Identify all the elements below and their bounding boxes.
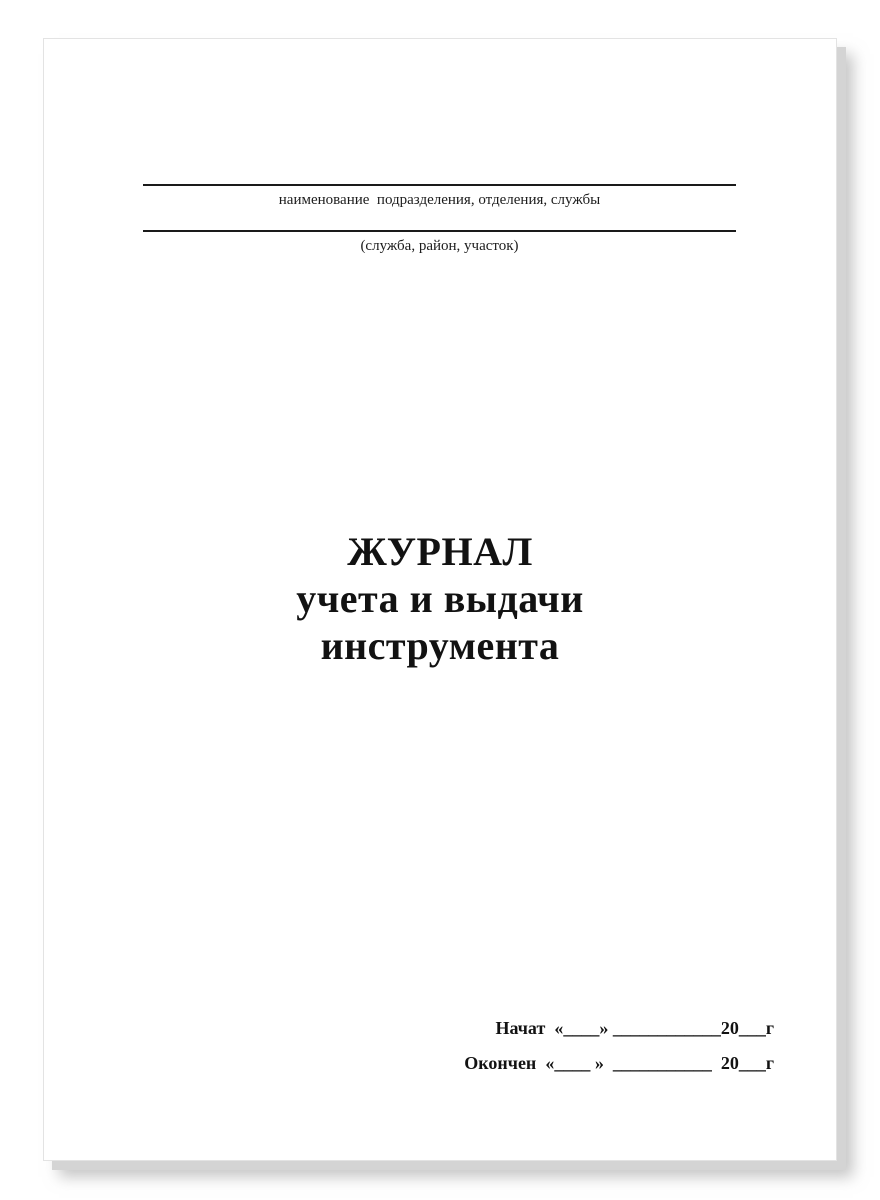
title-line-3: инструмента: [320, 623, 560, 668]
title-line-2: учета и выдачи: [296, 576, 584, 621]
started-date-blank: «____» ____________20___г: [554, 1018, 774, 1038]
header-caption-service-area: (служба, район, участок): [360, 238, 519, 254]
finished-date-blank: «____ » ___________ 20___г: [545, 1053, 774, 1073]
title-line-1: ЖУРНАЛ: [347, 529, 533, 574]
blank-line-1: [143, 184, 736, 186]
header-fields: [143, 184, 736, 255]
header-caption-unit-name: наименование подразделения, отделения, службы: [278, 192, 601, 208]
finished-date-line: [464, 1053, 774, 1074]
blank-line-2: [143, 230, 736, 232]
document-page: [43, 38, 837, 1161]
started-label: Начат: [495, 1018, 546, 1038]
journal-title: [44, 528, 836, 669]
started-date-line: [464, 1018, 774, 1039]
finished-label: Окончен: [464, 1053, 537, 1073]
dates-block: [464, 1018, 774, 1074]
